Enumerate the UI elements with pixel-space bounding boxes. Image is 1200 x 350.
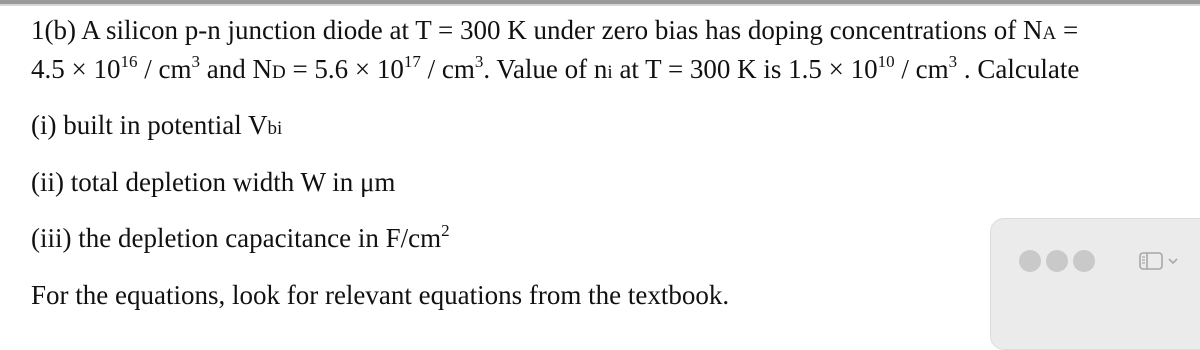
question-part-ii: (ii) total depletion width W in μm: [31, 167, 396, 197]
problem-line-2: $4.5 \times 10^{16} / cm^3$ and ND = $5.6 \times 10^{17} / cm^3$. Value of ni at T = 300 K is $1.5 \times 10^{10} / cm^3$ . Calculate: [31, 52, 1080, 84]
problem-line-1: 1(b) A silicon p-n junction diode at T = 300 K under zero bias has doping concentrations of NA =: [31, 15, 1079, 45]
window-dot-icon[interactable]: [1046, 250, 1068, 272]
chevron-down-icon: [1169, 259, 1177, 263]
question-part-iii: (iii) the depletion capacitance in $F/cm^2$: [31, 221, 450, 253]
top-border-shadow: [0, 4, 1200, 6]
sidebar-toggle-button[interactable]: [1138, 250, 1186, 272]
window-dot-icon[interactable]: [1073, 250, 1095, 272]
window-overlay-panel: [990, 218, 1200, 350]
instruction-footer: For the equations, look for relevant equations from the textbook.: [31, 280, 730, 310]
question-part-i: (i) built in potential Vbi: [31, 110, 283, 140]
sidebar-toggle-icon: [1138, 250, 1186, 272]
window-dot-icon[interactable]: [1019, 250, 1041, 272]
